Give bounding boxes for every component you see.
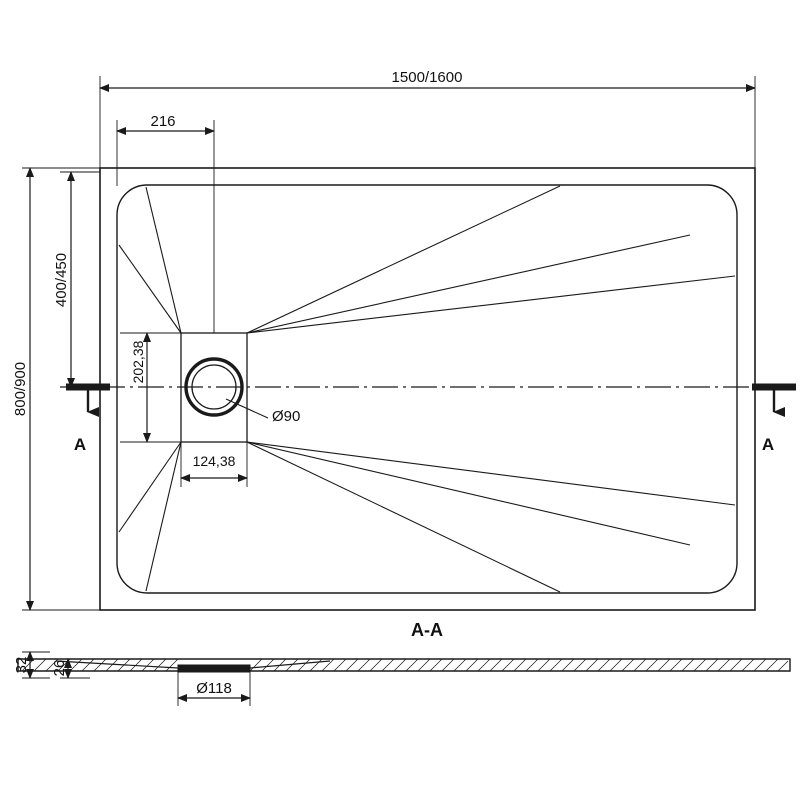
plan-view-group: [12, 69, 798, 610]
drain-recess: [178, 665, 250, 672]
section-label-left: A: [73, 435, 87, 454]
outlet-diameter-text: Ø118: [196, 680, 232, 697]
section-mark-right: [752, 387, 796, 454]
drain-vertical-text: 202,38: [130, 340, 146, 384]
section-title: A-A: [411, 620, 443, 640]
drain-diameter-text: Ø90: [272, 408, 301, 425]
overall-height-text: 800/900: [12, 361, 29, 417]
thickness-32-text: 32: [13, 656, 30, 674]
section-view-group: [13, 620, 790, 706]
offset-216-text: 216: [150, 113, 176, 130]
drain-horizontal-text: 124,38: [192, 453, 236, 469]
section-label-right: A: [761, 435, 775, 454]
section-profile: [18, 659, 790, 672]
overall-width-text: 1500/1600: [391, 69, 463, 86]
half-height-text: 400/450: [53, 252, 70, 308]
thickness-26-text: 26: [51, 659, 68, 677]
